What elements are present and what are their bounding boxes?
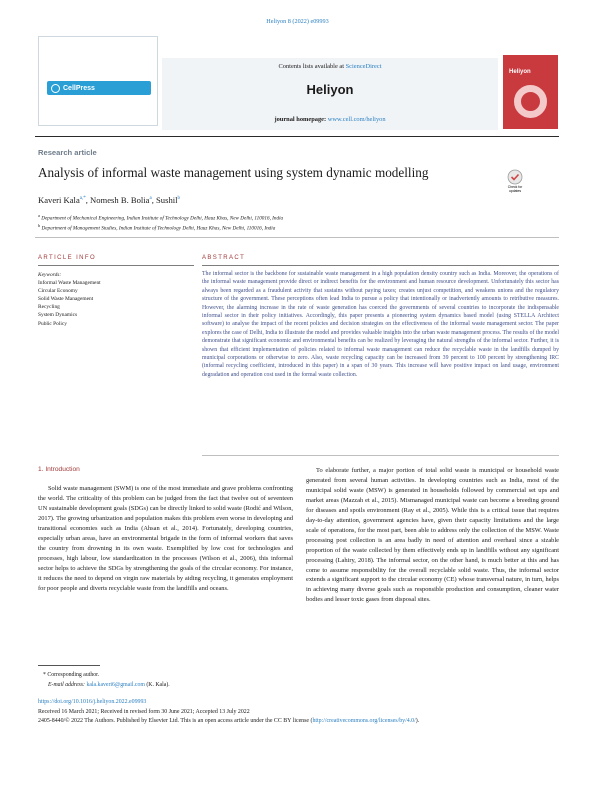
author-list: Kaveri Kala$^{a,*}$, Nomesh B. Bolia$^a$, Sushil$^b$ [38,195,181,205]
svg-text:updates: updates [508,189,522,193]
license-line: 2405-8440/© 2022 The Authors. Published by Elsevier Ltd. This is an open access article under the CC BY license (http://creativecommons.org/licenses/by/4.0/). [38,718,420,724]
section-heading-introduction: 1. Introduction [38,466,80,473]
abstract-text: The informal sector is the backbone for sustainable waste management in a high population density country such as India. Moreover, the operations of the informal waste management provide direct or indirect benefits for the environment and human resource development. Unfortunately this sector has always been regarded as a fraudulent activity that sustains without paying taxes; creates unjust competition, and weakens unions and the regulatory structure of the government. These perceptions often lead India to pursue a policy that intentionally or inadvertently amounts to retributive measures. However, the alarming increase in the rate of waste generation has coerced the governments of several countries to incorporate the indispensable informal sector in their policy initiatives. Accordingly, this paper presents a pioneering system dynamics based model (using STELLA Architect software) to analyse the impact of the recent policies and decision strategies on the effectiveness of the informal waste management sector. The paper explores the case of Delhi, India to illustrate the model and provides valuable insights into the urban waste management process. The results of the model demonstrate that significant economic and environmental benefits can be realized by leveraging the natural strengths of the informal sector. Further, it is shown that efficient implementation of policies related to informal waste management can reduce the recyclable waste in the landfills dumped by municipal corporations or otherwise to zero. Also, waste recycling capacity can be increased from 39 percent to 100 percent by strengthening IRC (informal recycling coefficient, introduced in this paper) in a span of 30 years. This increase will have positive impact on land usage, environment degradation and operation cost used in the formal waste collection. [202,271,559,378]
email-note: E-mail address: kala.kaveri6@gmail.com (K. Kala). [48,682,170,688]
author-name[interactable]: Nomesh B. Bolia [90,195,150,205]
cellpress-logo-text: CellPress [63,84,95,92]
affiliation-divider [35,237,559,238]
affiliation: $^b$ Department of Management Studies, Indian Institute of Technology Delhi, Hauz Khas, New Delhi, 110016, India [38,223,276,232]
journal-name: Heliyon [306,82,354,97]
author-email-link[interactable]: kala.kaveri6@gmail.com [86,682,145,688]
cellpress-mark-icon [51,84,60,93]
author-name[interactable]: Sushil [156,195,178,205]
body-paragraph: Solid waste management (SWM) is one of the most immediate and grave problems confronting the world. The criticality of this problem can be judged from the fact that twelve out of seventeen UN sustainable development goals (SDGs) can be directly linked to solid waste (Rodić and Wilson, 2017). The growing urbanization and population makes this problem even worse in developing and transitional economies such as India (Ahsan et al., 2014). Fortunately, developing countries, especially urban areas, have an environmental brigade in the form of informal workers that saves the country from drowning in its own waste. Exemplified by low cost for technologies and processes, high labour, low standardization in the processes (Wilson et al., 2006), this informal sector helps to achieve the SDGs by strengthening the goals of the circular economy. For instance, it reduces the need to depend on virgin raw materials by aiding recycling, it generates employment for poor people and diverts recyclable waste from the landfills and oceans. [38,485,293,592]
footnote-rule [38,665,100,666]
author-name[interactable]: Kaveri Kala [38,195,80,205]
cover-h-logo-icon [514,85,547,118]
keyword: Circular Economy [38,288,78,295]
body-paragraph: To elaborate further, a major portion of total solid waste is municipal or household waste generated from several human activities. In developing countries such as India, most of the municipal solid waste (MSW) is generated in households followed by commercial set ups and market areas (Mazzah et al., 2015). Mismanaged municipal waste can become a breeding ground for diseases and spoils environment (Ray et al., 2005). While this is a critical issue that requires day-to-day attention, government agencies have, given their capacity limitations and the large scale of operations, for the most part, been able to address only the collection of the MSW. Waste processing post collection is an area badly in need of attention and overhaul since a sizable proportion of the waste collected by them effectively ends up in landfills without any significant processing (Lahiry, 2018). The informal sector, on the other hand, is much better at this and has come to assume responsibility for the overall recyclable solid waste. Thus, the informal sector extends a significant support to the circular economy (CE) whose transversal nature, in turn, helps in achieving many diverse goals such as responsible production and consumption, cleaner water bodies and lesser toxic gases from disposal sites. [306,467,559,604]
journal-cover-thumbnail[interactable] [503,55,558,129]
keywords-heading: Keywords: [38,272,62,278]
article-info-rule [38,265,194,266]
received-dates: Received 16 March 2021; Received in revised form 30 June 2021; Accepted 13 July 2022 [38,709,250,715]
keywords-block [38,271,194,328]
homepage-line: journal homepage: www.cell.com/heliyon [274,116,386,123]
cover-title: Heliyon [509,69,531,75]
intro-left-column [38,484,293,652]
corresponding-author-note: * Corresponding author. [43,672,100,678]
homepage-link[interactable]: www.cell.com/heliyon [327,116,386,123]
journal-citation: Heliyon 8 (2022) e09993 [266,18,329,25]
abstract-rule [202,265,559,266]
article-type: Research article [38,148,97,157]
keyword: System Dynamics [38,312,78,319]
affiliation: $^a$ Department of Mechanical Engineering, Indian Institute of Technology Delhi, Hauz Khas, New Delhi, 110016, India [38,213,284,222]
intro-right-column [306,466,559,660]
doi-link[interactable]: https://doi.org/10.1016/j.heliyon.2022.e09993 [38,699,147,705]
check-for-updates-icon[interactable] [500,168,530,194]
abstract-bottom-rule [202,455,559,456]
abstract-label: ABSTRACT [202,255,246,261]
header-divider [35,136,559,137]
svg-text:Check for: Check for [507,185,523,189]
license-link[interactable]: http://creativecommons.org/licenses/by/4.0/ [312,718,416,724]
publisher-logo-box [38,36,158,126]
keyword: Solid Waste Management [38,296,94,303]
keyword: Informal Waste Management [38,280,101,287]
article-info-label: ARTICLE INFO [38,255,97,261]
cellpress-logo[interactable] [47,81,151,95]
contents-line: Contents lists available at ScienceDirect [278,63,382,70]
keyword: Recycling [38,304,60,311]
article-title: Analysis of informal waste management using system dynamic modelling [38,165,429,180]
keyword: Public Policy [38,320,67,327]
sciencedirect-link[interactable]: ScienceDirect [345,63,382,70]
